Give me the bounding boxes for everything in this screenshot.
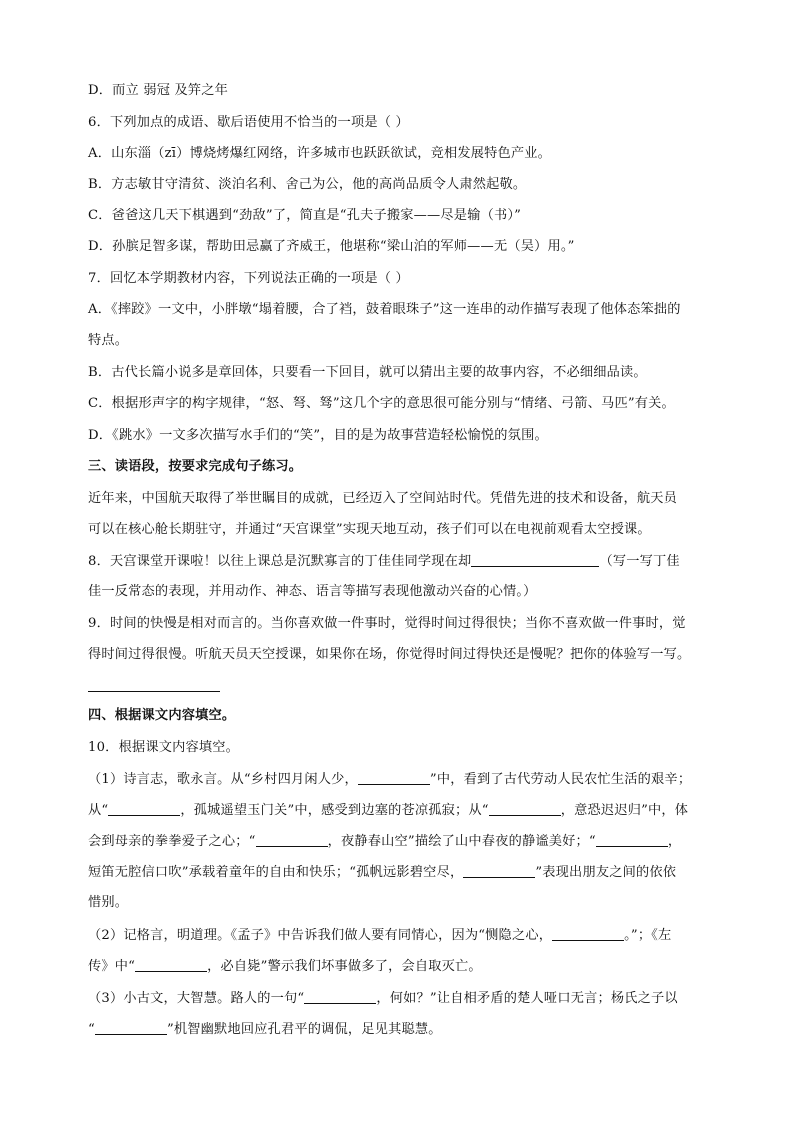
q10-part1-line2 <box>88 802 688 819</box>
text-segment: 传》中“ <box>88 959 136 974</box>
question-6: 6．下列加点的成语、歇后语使用不恰当的一项是（ ） <box>88 115 409 130</box>
q7-option-c: C．根据形声字的构字规律，“怒、弩、驽”这几个字的意思很可能分别与“情绪、弓箭、马匹”有关。 <box>88 396 675 411</box>
q10-part1-line1 <box>88 771 691 788</box>
section-3-heading: 三、读语段，按要求完成句子练习。 <box>88 459 303 474</box>
question-10: 10．根据课文内容填空。 <box>88 740 240 755</box>
q7-option-b: B．古代长篇小说多是章回体，只要看一下回目，就可以猜出主要的故事内容，不必细细品读。 <box>88 365 647 380</box>
text-segment: ，夜静春山空”描绘了山中春夜的静谧美好；“ <box>327 834 596 849</box>
q9-answer-line[interactable] <box>88 691 220 692</box>
text-segment: ，何如？”让自相矛盾的楚人哑口无言；杨氏之子以 <box>376 991 678 1006</box>
q10-part3-line1 <box>88 990 678 1007</box>
question-9: 9．时间的快慢是相对而言的。当你喜欢做一件事时，觉得时间过得很快；当你不喜欢做一件事时，觉 <box>88 616 686 631</box>
text-segment: （1）诗言志，歌永言。从“乡村四月闲人少， <box>88 772 358 787</box>
question-7: 7．回忆本学期教材内容，下列说法正确的一项是（ ） <box>88 271 409 286</box>
text-segment: “ <box>88 1022 95 1037</box>
q8-text: 8．天宫课堂开课啦！以往上课总是沉默寡言的丁佳佳同学现在却 <box>88 554 472 569</box>
q8-answer-blank[interactable] <box>471 553 599 567</box>
text-segment: （3）小古文，大智慧。路人的一句“ <box>88 991 305 1006</box>
blank-8[interactable] <box>135 958 207 972</box>
text-segment: ，意恐迟迟归”中，体 <box>560 803 689 818</box>
q10-part2-line1 <box>88 927 671 944</box>
blank-6[interactable] <box>463 864 535 878</box>
text-segment: ”中，看到了古代劳动人民农忙生活的艰辛； <box>429 772 692 787</box>
section-4-heading: 四、根据课文内容填空。 <box>88 708 236 723</box>
passage-line-1: 近年来，中国航天取得了举世瞩目的成就，已经迈入了空间站时代。凭借先进的技术和设备，航天员 <box>88 491 678 506</box>
q7-option-a-cont: 特点。 <box>88 333 129 348</box>
question-8-cont: 佳一反常态的表现，并用动作、神态、语言等描写表现他激动兴奋的心情。） <box>88 584 537 599</box>
text-segment: （2）记格言，明道理。《孟子》中告诉我们做人要有同情心，因为“恻隐之心， <box>88 928 553 943</box>
option-d-q5: D．而立 弱冠 及笄之年 <box>88 83 229 98</box>
q6-option-d: D．孙膑足智多谋，帮助田忌赢了齐威王，他堪称“梁山泊的军师——无（吴）用。” <box>88 239 575 254</box>
passage-line-2: 可以在核心舱长期驻守，并通过“天宫课堂”实现天地互动，孩子们可以在电视前观看太空授课。 <box>88 522 651 537</box>
q10-part3-line2 <box>88 1021 442 1038</box>
blank-4[interactable] <box>256 833 328 847</box>
text-segment: ，必自毙”警示我们坏事做多了，会自取灭亡。 <box>207 959 482 974</box>
q7-option-d: D．《跳水》一文多次描写水手们的“笑”，目的是为故事营造轻松愉悦的氛围。 <box>88 428 548 443</box>
blank-7[interactable] <box>552 927 624 941</box>
blank-9[interactable] <box>304 990 376 1004</box>
text-segment: 。”；《左 <box>624 928 672 943</box>
q6-option-b: B．方志敏甘守清贫、淡泊名利、舍己为公，他的高尚品质令人肃然起敬。 <box>88 177 527 192</box>
text-segment: 短笛无腔信口吹”承载着童年的自由和快乐；“孤帆远影碧空尽， <box>88 865 464 880</box>
blank-5[interactable] <box>596 833 668 847</box>
question-8 <box>88 553 680 570</box>
q6-option-c: C．爸爸这几天下棋遇到“劲敌”了，简直是“孔夫子搬家——尽是输（书）” <box>88 208 522 223</box>
q6-option-a: A．山东淄（zī）博烧烤爆红网络，许多城市也跃跃欲试，竞相发展特色产业。 <box>88 146 552 161</box>
blank-2[interactable] <box>108 802 180 816</box>
question-9-cont: 得时间过得很慢。听航天员天空授课，如果你在场，你觉得时间过得快还是慢呢？把你的体验写一写。 <box>88 647 691 662</box>
blank-10[interactable] <box>95 1021 167 1035</box>
q10-part1-line4 <box>88 864 676 881</box>
q10-part1-line5: 惜别。 <box>88 895 129 910</box>
text-segment: ”表现出朋友之间的依依 <box>535 865 677 880</box>
q7-option-a: A．《摔跤》一文中，小胖墩“塌着腰，合了裆，鼓着眼珠子”这一连串的动作描写表现了他体态笨拙的 <box>88 302 681 317</box>
text-segment: 会到母亲的拳拳爱子之心；“ <box>88 834 256 849</box>
blank-1[interactable] <box>358 771 430 785</box>
blank-3[interactable] <box>489 802 561 816</box>
text-segment: ，孤城遥望玉门关”中，感受到边塞的苍凉孤寂；从“ <box>180 803 489 818</box>
q10-part1-line3 <box>88 833 681 850</box>
text-segment: ”机智幽默地回应孔君平的调侃，足见其聪慧。 <box>166 1022 442 1037</box>
q10-part2-line2 <box>88 958 482 975</box>
q8-instruction: （写一写丁佳 <box>599 554 680 569</box>
text-segment: ， <box>667 834 682 849</box>
text-segment: 从“ <box>88 803 109 818</box>
